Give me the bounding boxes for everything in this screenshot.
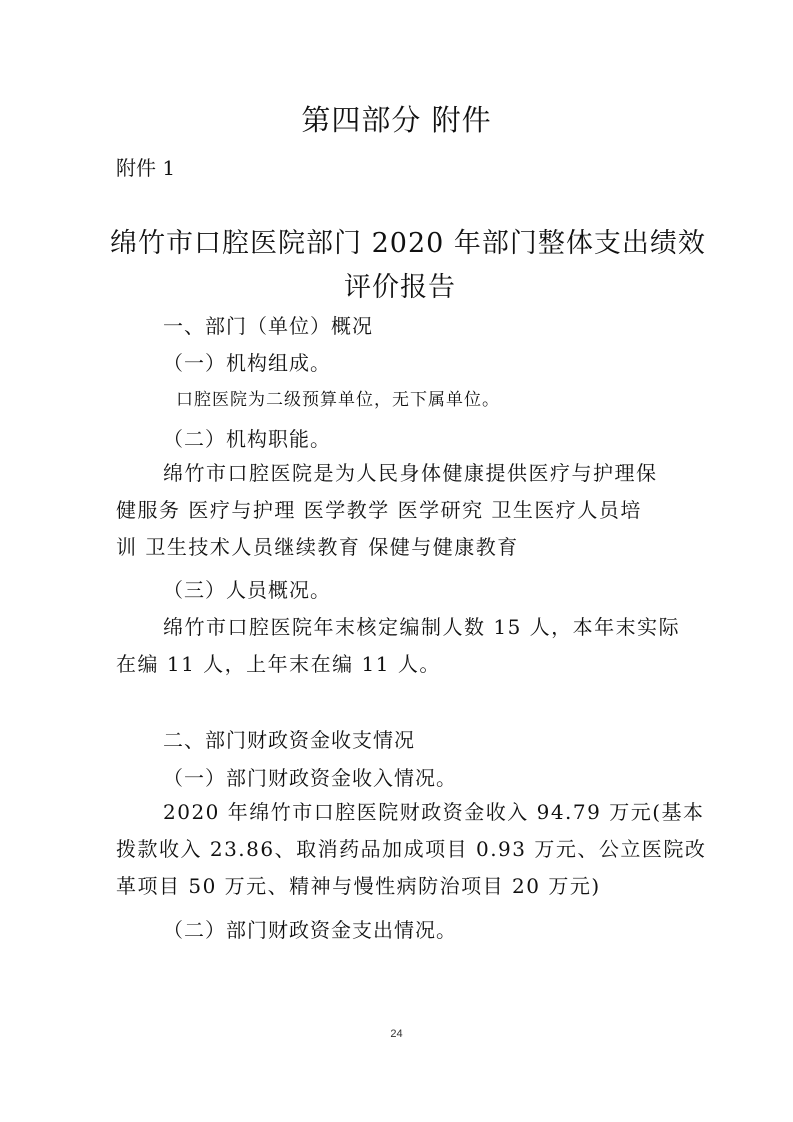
paragraph-line: 拨款收入 23.86、取消药品加成项目 0.93 万元、公立医院改 <box>116 837 707 861</box>
annex-label: 附件 1 <box>116 156 176 180</box>
section-2-sub-1-paragraph <box>116 794 707 905</box>
report-title-line-1: 绵竹市口腔医院部门 2020 年部门整体支出绩效 <box>110 228 706 259</box>
section-2-sub-2-heading: （二）部门财政资金支出情况。 <box>163 918 457 942</box>
report-title-line-2: 评价报告 <box>344 272 456 303</box>
report-title <box>110 222 706 310</box>
paragraph-line: 在编 11 人，上年末在编 11 人。 <box>116 652 441 676</box>
section-1-sub-1-text: 口腔医院为二级预算单位，无下属单位。 <box>176 390 500 410</box>
page-number: 24 <box>390 1028 403 1040</box>
section-2-heading: 二、部门财政资金收支情况 <box>163 728 415 752</box>
section-1-sub-2-heading: （二）机构职能。 <box>163 427 331 451</box>
section-1-heading: 一、部门（单位）概况 <box>163 314 373 338</box>
paragraph-line: 革项目 50 万元、精神与慢性病防治项目 20 万元) <box>116 874 601 898</box>
paragraph-line: 绵竹市口腔医院年末核定编制人数 15 人，本年末实际 <box>163 615 681 639</box>
section-1-sub-2-paragraph <box>116 455 676 566</box>
paragraph-line: 绵竹市口腔医院是为人民身体健康提供医疗与护理保 <box>163 461 658 485</box>
section-1-sub-1-heading: （一）机构组成。 <box>163 351 331 375</box>
section-2-sub-1-heading: （一）部门财政资金收入情况。 <box>163 766 457 790</box>
section-1-sub-3-paragraph <box>116 609 681 683</box>
part-title: 第四部分 附件 <box>301 103 492 137</box>
paragraph-line: 2020 年绵竹市口腔医院财政资金收入 94.79 万元(基本 <box>163 800 705 824</box>
section-1-sub-3-heading: （三）人员概况。 <box>163 578 331 602</box>
paragraph-line: 训 卫生技术人员继续教育 保健与健康教育 <box>116 535 519 559</box>
paragraph-line: 健服务 医疗与护理 医学教学 医学研究 卫生医疗人员培 <box>116 498 642 522</box>
